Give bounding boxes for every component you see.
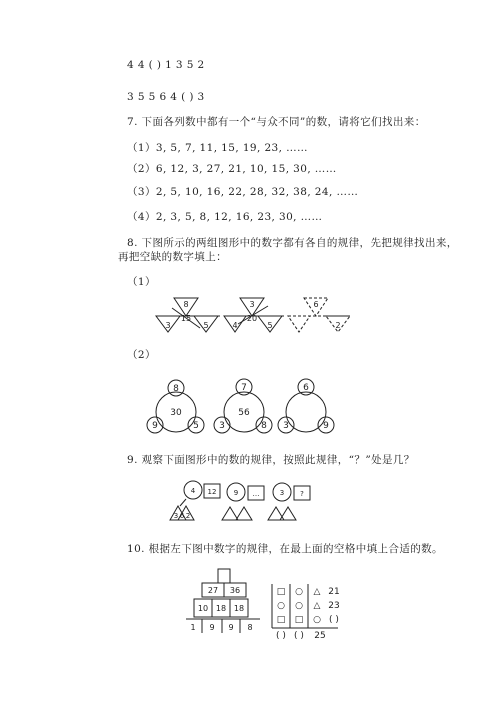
- sequence-line-1: 4 4 ( ) 1 3 5 2: [127, 59, 205, 71]
- fig8a-g3-top: 6: [313, 300, 319, 309]
- fig9-g3-square: ?: [300, 490, 304, 498]
- fig8b-g1-center: 30: [170, 408, 182, 418]
- fig10-row4-3: 9: [228, 623, 234, 632]
- fig9-g2-circle: 9: [233, 489, 239, 497]
- fig8b-g2-center: 56: [238, 408, 250, 418]
- fig8a-g1-center: 15: [180, 314, 192, 323]
- fig10-bottom-3: 25: [314, 631, 326, 640]
- question-7: 7. 下面各列数中都有一个“与众不同”的数，请将它们找出来：: [127, 116, 426, 128]
- sequence-line-2: 3 5 5 6 4 ( ) 3: [127, 91, 205, 103]
- fig9-g3-circle: 3: [279, 489, 285, 497]
- fig8a-g1-right: 5: [203, 321, 209, 330]
- fig9-g1-tri-3: 2: [185, 512, 191, 520]
- fig10-r3-c1: □: [276, 615, 286, 625]
- fig8b-g3-top: 6: [303, 383, 309, 393]
- fig9-g1-square: 12: [207, 488, 217, 496]
- fig9-g2-square: …: [252, 490, 260, 498]
- fig10-r2-c2: ○: [295, 601, 303, 611]
- figure-8-part-2: [140, 372, 350, 442]
- figure-9: [166, 476, 316, 524]
- fig8a-g2-left: 4: [232, 321, 238, 330]
- question-7-item-2: （2）6, 12, 3, 27, 21, 10, 15, 30, ……: [127, 163, 337, 175]
- fig8b-g3-right: 9: [323, 421, 329, 431]
- fig10-r1-c1: □: [276, 587, 286, 597]
- fig10-r2-c3: △: [313, 601, 321, 611]
- fig10-r2-c4: 23: [328, 601, 340, 611]
- fig8a-g3-right: 2: [335, 321, 341, 330]
- fig9-g1-tri-1: 3: [173, 512, 179, 520]
- question-8-part-2-label: （2）: [127, 349, 156, 361]
- fig10-row4-4: 8: [247, 623, 253, 632]
- fig10-row2-1: 27: [207, 586, 219, 595]
- figure-8-part-1: [150, 294, 355, 336]
- fig8b-g2-left: 3: [219, 421, 225, 431]
- fig8a-g2-top: 3: [249, 300, 255, 309]
- fig10-r3-c3: ○: [313, 615, 321, 625]
- question-7-item-4: （4）2, 3, 5, 8, 12, 16, 23, 30, ……: [127, 211, 323, 223]
- fig10-r1-c3: △: [313, 587, 321, 597]
- fig8a-g2-center: 20: [246, 314, 258, 323]
- fig9-g1-circle: 4: [190, 487, 196, 495]
- fig9-g1-tri-2: 6: [179, 512, 185, 520]
- fig8b-g1-top: 8: [173, 384, 179, 394]
- fig10-row2-2: 36: [229, 586, 241, 595]
- fig10-bottom-2: ( ): [294, 631, 304, 640]
- fig8b-g3-left: 3: [283, 421, 289, 431]
- figure-10-pyramid: [184, 567, 264, 639]
- fig10-r1-c4: 21: [328, 587, 340, 597]
- fig10-row3-3: 18: [233, 604, 245, 613]
- fig10-row3-2: 18: [215, 604, 227, 613]
- fig10-row4-2: 9: [209, 623, 215, 632]
- question-8-part-1-label: （1）: [127, 276, 156, 288]
- question-8-line-2: 再把空缺的数字填上：: [118, 251, 227, 263]
- fig8b-g2-top: 7: [241, 383, 247, 393]
- fig10-row4-1: 1: [190, 623, 196, 632]
- fig10-row3-1: 10: [197, 604, 209, 613]
- question-8-line-1: 8. 下图所示的两组图形中的数字都有各自的规律，先把规律找出来，: [127, 237, 458, 249]
- fig8b-g1-right: 5: [193, 421, 199, 431]
- fig10-r2-c1: ○: [277, 601, 285, 611]
- fig10-r3-c4: ( ): [329, 615, 339, 625]
- fig8b-g1-left: 9: [152, 421, 158, 431]
- fig8a-g2-right: 5: [267, 321, 273, 330]
- question-7-item-1: （1）3, 5, 7, 11, 15, 19, 23, ……: [127, 142, 308, 154]
- fig10-bottom-1: ( ): [276, 631, 286, 640]
- figure-10-symbol-grid: [268, 582, 358, 640]
- question-10: 10. 根据左下图中数字的规律，在最上面的空格中填上合适的数。: [127, 543, 443, 555]
- question-7-item-3: （3）2, 5, 10, 16, 22, 28, 32, 38, 24, ……: [127, 186, 359, 198]
- fig10-r1-c2: ○: [295, 587, 303, 597]
- question-9: 9. 观察下面图形中的数的规律，按照此规律，“？”处是几？: [127, 454, 415, 466]
- fig8a-g1-top: 8: [183, 300, 189, 309]
- fig10-r3-c2: □: [294, 615, 304, 625]
- fig8a-g1-left: 3: [165, 321, 171, 330]
- fig8b-g2-right: 8: [261, 421, 267, 431]
